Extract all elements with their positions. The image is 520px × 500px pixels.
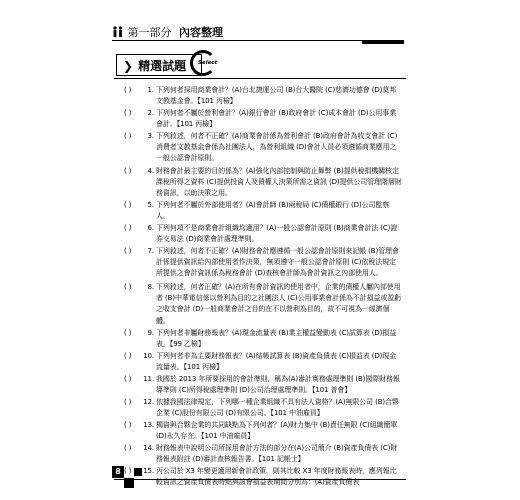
header-bar (362, 40, 404, 44)
select-badge (190, 50, 220, 78)
answer-blank: ( ) (124, 132, 132, 140)
answer-blank: ( ) (124, 375, 132, 383)
question-number: 12. (143, 398, 154, 406)
question-text: 獨資與合夥企業的共同缺點為下列何者？(A)財力集中 (B)責任無限 (C)組織簡單 (D)永久存在。【101 中油雇員】 (156, 421, 398, 441)
question-number: 6. (147, 224, 154, 232)
question-text: 我國於 2013 年所要採用的會計準則，稱為(A)審計實務處理準則 (B)國際財務報導準則 (C)所得稅處理準則 (D)公司治理處理準則。【101 普會】 (156, 375, 400, 395)
decorative-square (134, 468, 142, 476)
question-text: 下列敘述，何者正確？(A)在所有會計資訊的使用者中，企業的債權人屬內部使用者 (B)中華電信係以營利為目的之社團法人 (C)公用事業會計係為不計損益或盈虧之收支會計 (D)一般商業會計之目的在不以營利為目的，故不可視為一經濟個體。 (156, 283, 402, 325)
answer-blank: ( ) (124, 224, 132, 232)
question-list (114, 78, 406, 487)
question-text: 下列何者非為主要財務報表？(A)結帳試算表 (B)資產負債表 (C)損益表 (D)現金流量表。【101 丙檢】 (156, 352, 397, 372)
question-number: 2. (147, 109, 154, 117)
question-number: 7. (147, 247, 154, 255)
question-number: 4. (147, 167, 154, 175)
page-header (112, 26, 404, 48)
question-text: 下列何者不屬於營利會計？(A)銀行會計 (B)政府會計 (C)成本會計 (D)公用事業會計。【101 丙檢】 (156, 109, 397, 129)
question-number: 15. (143, 467, 154, 475)
answer-blank: ( ) (124, 467, 132, 475)
answer-blank: ( ) (124, 329, 132, 337)
question-number: 3. (147, 132, 154, 140)
question-number: 1. (147, 86, 154, 94)
answer-blank: ( ) (124, 283, 132, 291)
question-number: 13. (143, 421, 154, 429)
question-number: 10. (143, 352, 154, 360)
answer-blank: ( ) (124, 398, 132, 406)
question-text: 財務會計最主要的目的係為？(A)強化內部控制與防止舞弊 (B)提供稅捐機關核定課稅所得之資料 (C)提供投資人及債權人決策所需之資訊 (D)提供公司管理階層財務資訊，以助決策之用。 (156, 167, 402, 198)
question-text: 丙公司於 X3 年變更適用新會計政策，則其比較 X3 年度財務報表時，應列報比較資訊之資產負債表時點與該會損益表期間分別為：(A)資產負債表 (156, 467, 397, 487)
running-header (112, 26, 223, 39)
question-number: 8. (147, 283, 154, 291)
answer-blank: ( ) (124, 201, 132, 209)
question-text: 依據我國法律規定，下列哪一種企業組織不具有法人資格？(A)無限公司 (B)合夥企業 (C)股份有限公司 (D)有限公司。【101 中油雇員】 (156, 398, 399, 418)
select-badge-label: Select (198, 60, 218, 66)
question-text: 下列敘述，何者不正確？(A)財務會計應遵循一般公認會計原則來記帳 (B)管理會計係提供資訊給內部使用者作決策，無須遵守一般公認會計原則 (C)依稅法規定所提供之會計資訊係為稅務會計 (D)查核會計師為會計資訊之內部使用人。 (156, 247, 399, 278)
section-label: 內容整理 (179, 26, 223, 39)
section-title: 精選試題 (138, 59, 187, 73)
question-number: 9. (147, 329, 154, 337)
part-label: 第一部分 (127, 26, 172, 39)
question-text: 下列何者非屬財務報表？(A)現金流量表 (B)業主權益變動表 (C)試算表 (D)損益表。【99 乙檢】 (156, 329, 397, 349)
answer-blank: ( ) (124, 444, 132, 452)
chevron-right-icon: ❯ (123, 59, 134, 73)
figures-icon (112, 26, 128, 39)
answer-blank: ( ) (124, 167, 132, 175)
answer-blank: ( ) (124, 247, 132, 255)
decorative-square (124, 478, 134, 488)
question-text: 下列何者不屬於外部使用者？(A)會計師 (B)兩稅局 (C)債權銀行 (D)公司監察人。 (156, 201, 390, 221)
question-text: 下列何項不是商業會計組織均適用？(A)一般公認會計原則 (B)商業會計法 (C)證券交易法 (D)商業會計處理準則。 (156, 224, 398, 244)
question-text: 下列何者採用商業會計？(A)台北捷運公司 (B)台大醫院 (C)慈濟功德會 (D)莫邦文教基金會。【101 丙檢】 (156, 86, 397, 106)
answer-blank: ( ) (124, 352, 132, 360)
question-number: 5. (147, 201, 154, 209)
header-rule (112, 40, 404, 41)
question-text: 財務報表中說明公司所採用會計方法的部分在(A)公司簡介 (B)資產負債表 (C)財務報表附註 (D)審計查核報告書。【101 記帳士】 (156, 444, 398, 464)
answer-blank: ( ) (124, 421, 132, 429)
question-number: 11. (143, 375, 154, 383)
question-text: 下列敘述，何者不正確？(A)商業會計係為營利會計 (B)政府會計為收支會計 (C)消費者文教基金會係為社團法人，為營利組織 (D)會計人員必須遵循商業應用之一般公認會計原則。 (156, 132, 398, 163)
answer-blank: ( ) (124, 109, 132, 117)
question-number: 14. (143, 444, 154, 452)
page-number: 8 (112, 466, 124, 478)
answer-blank: ( ) (124, 86, 132, 94)
